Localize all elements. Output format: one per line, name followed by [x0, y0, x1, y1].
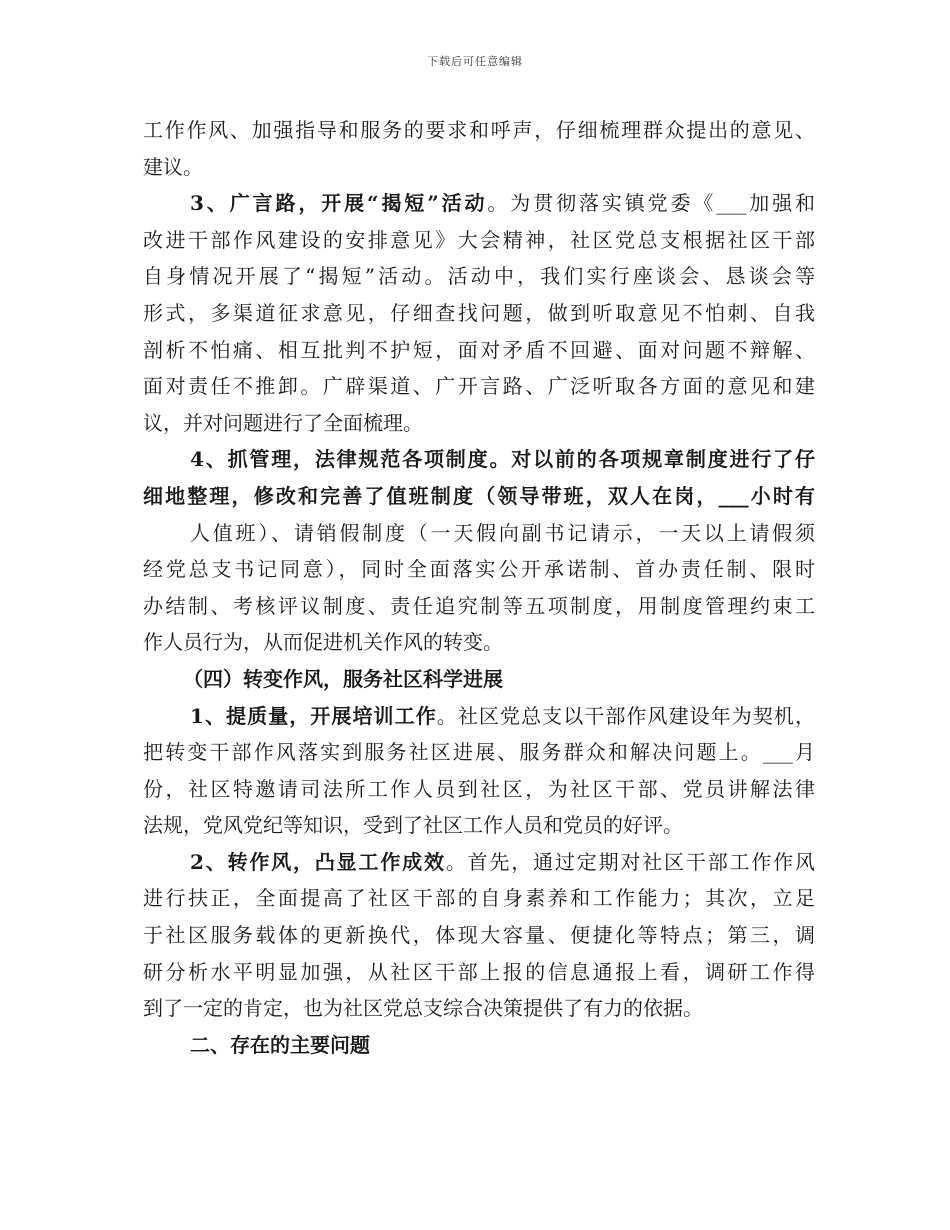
section-heading: 二、存在的主要问题 — [190, 1032, 370, 1057]
text-line: 人值班）、请销假制度（一天假向副书记请示，一天以上请假须 — [190, 520, 815, 545]
text-line: 把转变干部作风落实到服务社区进展、服务群众和解决问题上。___月 — [143, 740, 815, 765]
text-line: 细地整理，修改和完善了值班制度（领导带班，双人在岗，___小时有 — [143, 483, 815, 508]
text-line: 研分析水平明显加强，从社区干部上报的信息通报上看，调研工作得 — [143, 959, 815, 984]
page-header: 下载后可任意编辑 — [427, 55, 523, 68]
text-line: 于社区服务载体的更新换代，体现大容量、便捷化等特点；第三，调 — [143, 923, 815, 948]
document-body — [143, 112, 815, 1063]
text-line: 工作作风、加强指导和服务的要求和呼声，仔细梳理群众提出的意见、 — [143, 118, 815, 142]
text-fragment: 。首先，通过定期对社区干部工作作风 — [445, 849, 815, 874]
text-line: 进行扶正，全面提高了社区干部的自身素养和工作能力；其次，立足 — [143, 886, 815, 911]
paragraph-3-heading-line — [143, 185, 815, 222]
text-line: 经党总支书记同意），同时全面落实公开承诺制、首办责任制、限时 — [143, 557, 815, 582]
paragraph-3-title: 3、广言路，开展“揭短”活动 — [190, 191, 488, 216]
paragraph-2-heading-line — [143, 844, 815, 881]
paragraph-2-title: 2、转作风，凸显工作成效 — [190, 849, 446, 874]
text-line: 法规，党风党纪等知识，受到了社区工作人员和党员的好评。 — [143, 813, 683, 838]
text-line: 份，社区特邀请司法所工作人员到社区，为社区干部、党员讲解法律 — [143, 776, 815, 801]
text-fragment: 。为贯彻落实镇党委《___加强和 — [487, 191, 815, 216]
paragraph-4-heading-line: 4、抓管理，法律规范各项制度。对以前的各项规章制度进行了仔 — [190, 447, 815, 472]
text-line: 自身情况开展了“揭短”活动。活动中，我们实行座谈会、恳谈会等 — [143, 264, 815, 289]
text-line: 办结制、考核评议制度、责任追究制等五项制度，用制度管理约束工 — [143, 593, 815, 618]
text-line: 改进干部作风建设的安排意见》大会精神，社区党总支根据社区干部 — [143, 227, 815, 252]
text-line: 建议。 — [143, 154, 203, 179]
paragraph-1-title: 1、提质量，开展培训工作 — [190, 703, 437, 728]
paragraph-1-heading-line — [143, 698, 815, 735]
text-line: 形式，多渠道征求意见，仔细查找问题，做到听取意见不怕刺、自我 — [143, 300, 815, 325]
section-heading: （四）转变作风，服务社区科学进展 — [183, 666, 503, 691]
text-line: 到了一定的肯定，也为社区党总支综合决策提供了有力的依据。 — [143, 996, 703, 1021]
text-line: 面对责任不推卸。广辟渠道、广开言路、广泛听取各方面的意见和建 — [143, 374, 815, 399]
text-fragment: 。社区党总支以干部作风建设年为契机， — [436, 703, 815, 728]
text-line: 剖析不怕痛、相互批判不护短，面对矛盾不回避、面对问题不辩解、 — [143, 337, 815, 362]
text-line: 议，并对问题进行了全面梳理。 — [143, 410, 423, 435]
text-line: 作人员行为，从而促进机关作风的转变。 — [143, 630, 503, 655]
